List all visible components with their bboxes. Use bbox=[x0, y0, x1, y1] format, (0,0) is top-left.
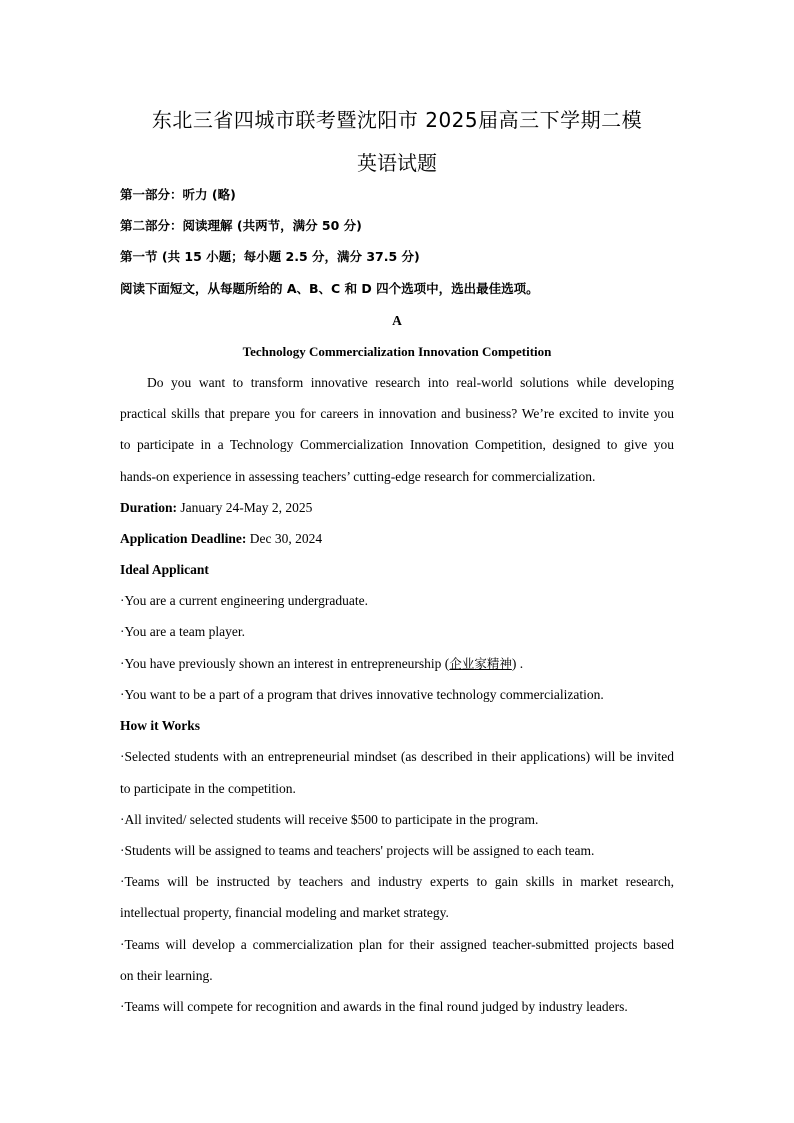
list-item: ·You are a team player. bbox=[120, 624, 245, 639]
how-line: ·Students will be assigned to teams and teachers' projects will be assigned to each team. bbox=[120, 843, 595, 858]
exam-title: 东北三省四城市联考暨沈阳市 2025届高三下学期二模 bbox=[151, 108, 643, 132]
how-line: ·Teams will compete for recognition and awards in the final round judged by industry leaders. bbox=[120, 999, 628, 1014]
list-item-entrepreneurship bbox=[120, 655, 674, 673]
section1-heading: 第一节 (共 15 小题；每小题 2.5 分，满分 37.5 分) bbox=[120, 249, 420, 264]
intro-line: hands-on experience in assessing teachers’ cutting-edge research for commercialization. bbox=[120, 469, 596, 484]
how-it-works-heading: How it Works bbox=[120, 718, 201, 733]
how-line: on their learning. bbox=[120, 968, 213, 983]
ideal-applicant-heading: Ideal Applicant bbox=[120, 562, 209, 577]
how-line: ·Teams will develop a commercialization plan for their assigned teacher-submitted projects based bbox=[120, 937, 674, 952]
exam-subtitle: 英语试题 bbox=[357, 151, 437, 175]
list-item: ·You want to be a part of a program that drives innovative technology commercialization. bbox=[120, 687, 604, 702]
deadline-label: Application Deadline: bbox=[120, 531, 247, 546]
passage-heading: Technology Commercialization Innovation Competition bbox=[242, 344, 552, 359]
directions-text: 阅读下面短文，从每题所给的 A、B、C 和 D 四个选项中，选出最佳选项。 bbox=[120, 281, 539, 296]
list-item: ·You are a current engineering undergraduate. bbox=[120, 593, 369, 608]
how-line: intellectual property, financial modeling and market strategy. bbox=[120, 905, 449, 920]
list-item-tail: ) . bbox=[511, 656, 524, 671]
passage-letter: A bbox=[392, 313, 402, 328]
intro-line: practical skills that prepare you for careers in innovation and business? We’re excited to invite you bbox=[120, 406, 674, 421]
chinese-gloss: 企业家精神 bbox=[449, 656, 512, 671]
deadline-value: Dec 30, 2024 bbox=[246, 531, 323, 546]
how-line: ·Selected students with an entrepreneurial mindset (as described in their applications) will be invited bbox=[120, 749, 674, 764]
part1-heading: 第一部分：听力 (略) bbox=[120, 187, 236, 202]
how-line: to participate in the competition. bbox=[120, 781, 296, 796]
duration-label: Duration: bbox=[120, 500, 177, 515]
duration-row bbox=[120, 499, 674, 517]
duration-value: January 24-May 2, 2025 bbox=[177, 500, 313, 515]
intro-line: to participate in a Technology Commercialization Innovation Competition, designed to give you bbox=[120, 437, 674, 452]
deadline-row bbox=[120, 530, 674, 548]
list-item-text: ·You have previously shown an interest in entrepreneurship ( bbox=[120, 656, 450, 671]
how-line: ·Teams will be instructed by teachers and industry experts to gain skills in market research, bbox=[120, 874, 674, 889]
part2-heading: 第二部分：阅读理解 (共两节，满分 50 分) bbox=[120, 218, 362, 233]
intro-line: Do you want to transform innovative research into real-world solutions while developing bbox=[147, 375, 674, 390]
how-line: ·All invited/ selected students will receive $500 to participate in the program. bbox=[120, 812, 539, 827]
